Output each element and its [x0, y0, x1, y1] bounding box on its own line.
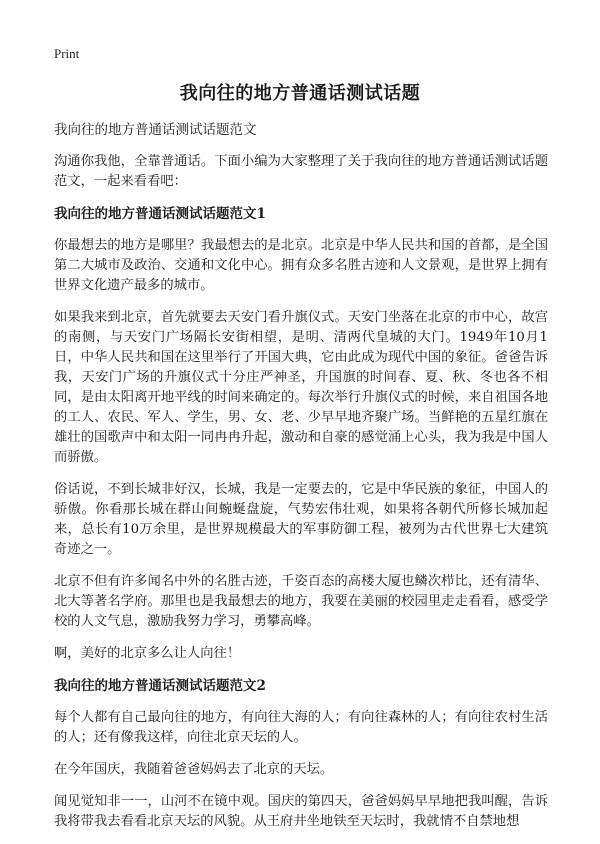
paragraph: 北京不但有许多闻名中外的名胜古迹，千姿百态的高楼大厦也鳞次栉比，还有清华、北大等著名学府。那里也是我最想去的地方，我要在美丽的校园里走走看看，感受学校的人文气息，激励我努力学习，勇攀高峰。	[54, 574, 548, 629]
section-heading: 我向往的地方普通话测试话题范文2	[54, 678, 266, 694]
section-heading: 我向往的地方普通话测试话题范文1	[54, 206, 266, 222]
page-title: 我向往的地方普通话测试话题	[179, 83, 421, 104]
article-subtitle: 我向往的地方普通话测试话题范文	[54, 122, 257, 138]
article-body	[54, 120, 548, 844]
paragraph: 在今年国庆，我随着爸爸妈妈去了北京的天坛。	[54, 762, 334, 777]
print-link[interactable]: Print	[54, 46, 80, 61]
paragraph: 如果我来到北京，首先就要去天安门看升旗仪式。天安门坐落在北京的市中心，故宫的南侧，与天安门广场隔长安街相望，是明、清两代皇城的大门。1949年10月1日，中华人民共和国在这里举行了开国大典，它由此成为现代中国的象征。爸爸告诉我，天安门广场的升旗仪式十分庄严神圣，升国旗的时间春、夏、秋、冬也各不相同，是由太阳离开地平线的时间来确定的。每次举行升旗仪式的时候，来自祖国各地的工人、农民、军人、学生，男、女、老、少早早地齐聚广场。当鲜艳的五星红旗在雄壮的国歌声中和太阳一同冉冉升起，激动和自豪的感觉涌上心头，我为我是中国人而骄傲。	[54, 310, 548, 465]
paragraph: 你最想去的地方是哪里？我最想去的是北京。北京是中华人民共和国的首都，是全国第二大城市及政治、交通和文化中心。拥有众多名胜古迹和人文景观，是世界上拥有世界文化遗产最多的城市。	[54, 238, 548, 293]
intro-paragraph: 沟通你我他，全靠普通话。下面小编为大家整理了关于我向往的地方普通话测试话题范文，一起来看看吧：	[54, 154, 548, 189]
paragraph: 俗话说，不到长城非好汉，长城，我是一定要去的，它是中华民族的象征，中国人的骄傲。你看那长城在群山间蜿蜒盘旋，气势宏伟壮观，如果将各朝代所修长城加起来，总长有10万余里，是世界规模最大的军事防御工程，被列为古代世界七大建筑奇迹之一。	[54, 482, 548, 557]
paragraph: 啊，美好的北京多么让人向往！	[54, 646, 241, 661]
paragraph: 每个人都有自己最向往的地方，有向往大海的人；有向往森林的人；有向往农村生活的人；还有像我这样，向往北京天坛的人。	[54, 710, 548, 745]
paragraph: 闻见觉知非一一，山河不在镜中观。国庆的第四天，爸爸妈妈早早地把我叫醒，告诉我将带我去看看北京天坛的风貌。从王府井坐地铁至天坛时，我就情不自禁地想	[54, 794, 548, 829]
